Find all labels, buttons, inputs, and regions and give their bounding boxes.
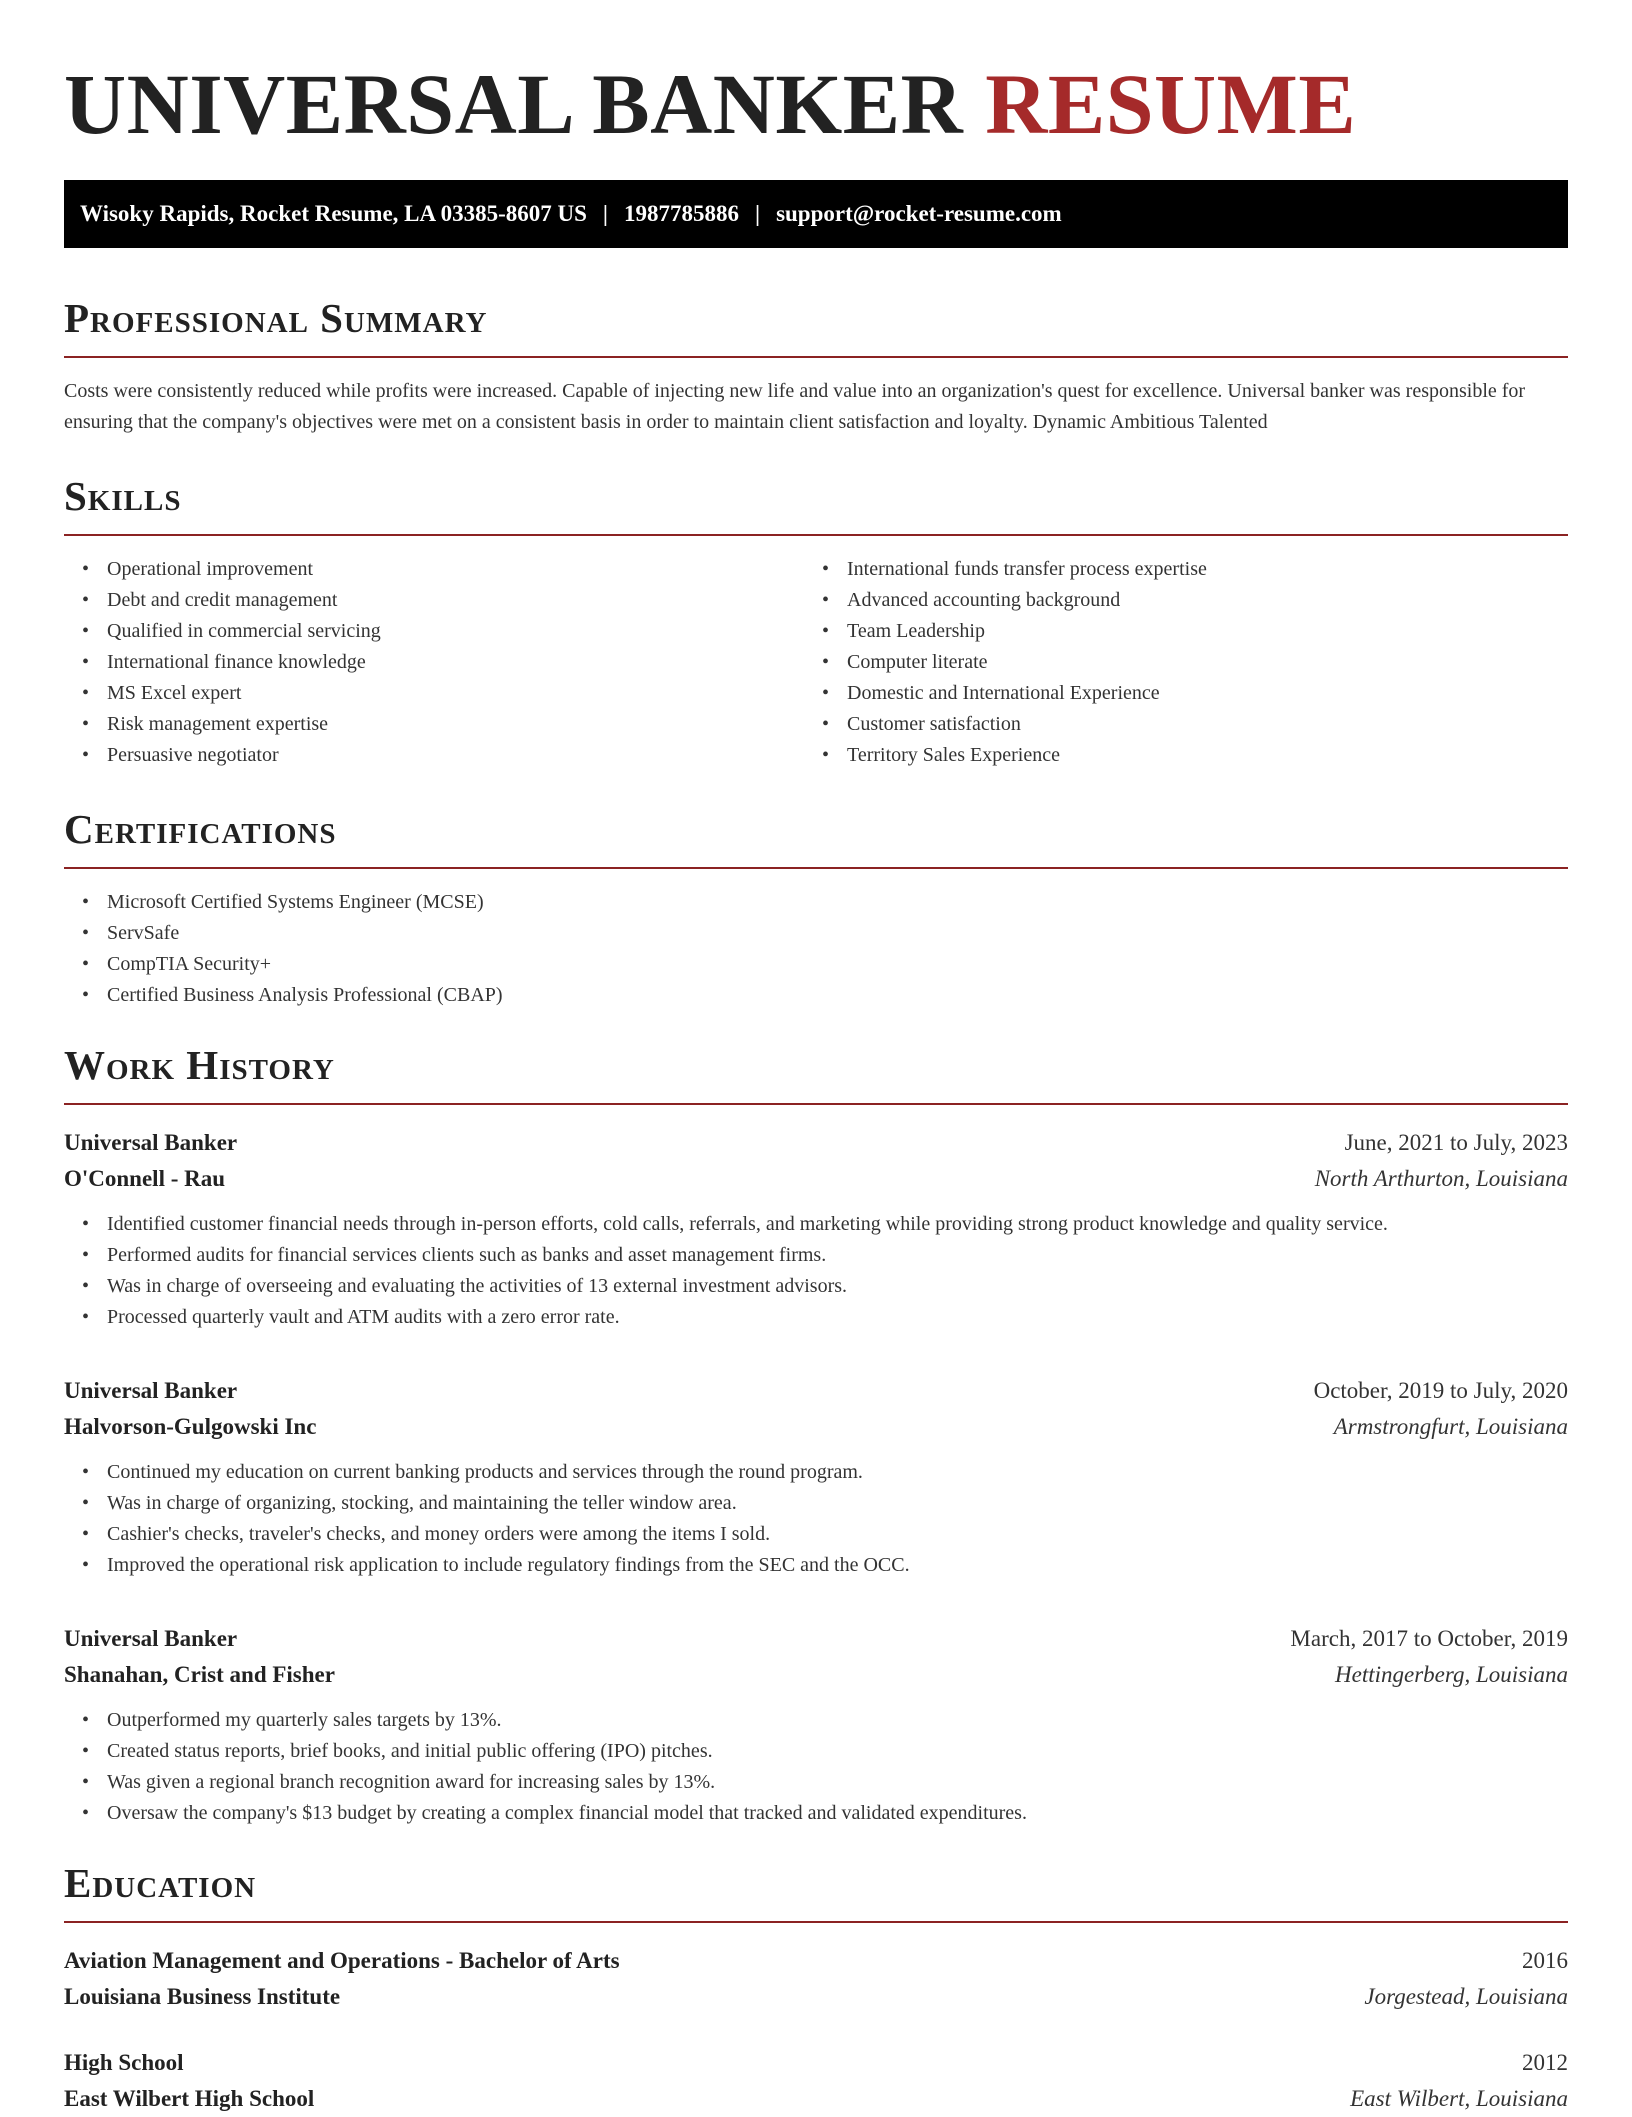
contact-phone[interactable]: 1987785886 (623, 201, 739, 226)
job-bullet: • Was in charge of overseeing and evaluating the activities of 13 external investment advisors. (64, 1271, 1568, 1302)
job-role: Universal Banker (64, 1130, 238, 1155)
job-header-row (64, 1621, 1568, 1657)
certification-item: • Microsoft Certified Systems Engineer (MCSE) (64, 887, 1568, 918)
skill-item: • Territory Sales Experience (804, 740, 1544, 771)
job-dates: October, 2019 to July, 2020 (1313, 1378, 1568, 1403)
skill-item: • Computer literate (804, 647, 1544, 678)
skill-item: • Qualified in commercial servicing (64, 616, 804, 647)
job-bullet: • Oversaw the company's $13 budget by creating a complex financial model that tracked and validated expenditures. (64, 1798, 1568, 1829)
education-degree: High School (64, 2050, 184, 2075)
job-bullets (64, 1705, 1568, 1829)
job-entry (64, 1621, 1568, 1829)
section-title-summary: Professional Summary (64, 295, 488, 341)
certification-item: • CompTIA Security+ (64, 949, 1568, 980)
contact-address: Wisoky Rapids, Rocket Resume, LA 03385-8607 US (80, 201, 587, 226)
job-location: North Arthurton, Louisiana (1314, 1166, 1568, 1191)
contact-email[interactable]: support@rocket-resume.com (776, 201, 1062, 226)
job-dates: June, 2021 to July, 2023 (1344, 1130, 1568, 1155)
certifications-section (64, 805, 1568, 1011)
education-location: Jorgestead, Louisiana (1364, 1984, 1568, 2009)
summary-section (64, 294, 1568, 438)
section-title-education: Education (64, 1860, 257, 1906)
job-role: Universal Banker (64, 1378, 238, 1403)
job-bullet: • Cashier's checks, traveler's checks, and money orders were among the items I sold. (64, 1519, 1568, 1550)
contact-separator: | (754, 201, 761, 226)
skills-grid (64, 554, 1568, 771)
job-role: Universal Banker (64, 1626, 238, 1651)
job-bullet: • Was given a regional branch recognition award for increasing sales by 13%. (64, 1767, 1568, 1798)
section-divider (64, 534, 1568, 536)
job-company-row (64, 1161, 1568, 1197)
job-bullets (64, 1457, 1568, 1581)
contact-separator: | (602, 201, 608, 226)
job-bullet: • Improved the operational risk application to include regulatory findings from the SEC and the OCC. (64, 1550, 1568, 1581)
certifications-list (64, 887, 1568, 1011)
job-entry (64, 1373, 1568, 1581)
education-degree-row (64, 2045, 1568, 2081)
skill-item: • International funds transfer process expertise (804, 554, 1544, 585)
section-title-certifications: Certifications (64, 806, 337, 852)
summary-text: Costs were consistently reduced while profits were increased. Capable of injecting new life and value into an organization's quest for excellence. Universal banker was responsible for ensuring that the company's objectives were met on a consistent basis in order to maintain client satisfaction and loyalty. Dynamic Ambitious Talented (64, 380, 1526, 433)
job-dates: March, 2017 to October, 2019 (1290, 1626, 1568, 1651)
education-degree-row (64, 1943, 1568, 1979)
education-year: 2012 (1522, 2050, 1568, 2075)
skill-item: • MS Excel expert (64, 678, 804, 709)
section-title-skills: Skills (64, 473, 182, 519)
education-entry (64, 1943, 1568, 2015)
job-location: Hettingerberg, Louisiana (1335, 1662, 1568, 1687)
skill-item: • Advanced accounting background (804, 585, 1544, 616)
job-bullet: • Identified customer financial needs through in-person efforts, cold calls, referrals, and marketing while providing strong product knowledge and quality service. (64, 1209, 1568, 1240)
certification-item: • Certified Business Analysis Professional (CBAP) (64, 980, 1568, 1011)
section-divider (64, 867, 1568, 869)
job-bullet: • Outperformed my quarterly sales targets by 13%. (64, 1705, 1568, 1736)
education-year: 2016 (1522, 1948, 1568, 1973)
resume-title (64, 0, 1568, 150)
job-header-row (64, 1125, 1568, 1161)
skills-list-left (64, 554, 804, 771)
education-degree: Aviation Management and Operations - Bachelor of Arts (64, 1948, 620, 1973)
education-school: Louisiana Business Institute (64, 1984, 341, 2009)
job-bullet: • Continued my education on current banking products and services through the round program. (64, 1457, 1568, 1488)
job-bullet: • Created status reports, brief books, and initial public offering (IPO) pitches. (64, 1736, 1568, 1767)
job-company: Shanahan, Crist and Fisher (64, 1662, 335, 1687)
job-bullet: • Was in charge of organizing, stocking, and maintaining the teller window area. (64, 1488, 1568, 1519)
section-divider (64, 356, 1568, 358)
skill-item: • Risk management expertise (64, 709, 804, 740)
title-accent: RESUME (985, 56, 1357, 152)
education-entry (64, 2045, 1568, 2117)
certification-item: • ServSafe (64, 918, 1568, 949)
title-main: UNIVERSAL BANKER (64, 56, 964, 152)
skill-item: • International finance knowledge (64, 647, 804, 678)
job-company-row (64, 1657, 1568, 1693)
job-bullets (64, 1209, 1568, 1333)
section-divider (64, 1103, 1568, 1105)
education-section (64, 1859, 1568, 2117)
job-location: Armstrongfurt, Louisiana (1333, 1414, 1568, 1439)
job-bullet: • Performed audits for financial services clients such as banks and asset management firms. (64, 1240, 1568, 1271)
job-company: Halvorson-Gulgowski Inc (64, 1414, 317, 1439)
skill-item: • Customer satisfaction (804, 709, 1544, 740)
skills-list-right (804, 554, 1544, 771)
section-title-work-history: Work History (64, 1042, 335, 1088)
section-divider (64, 1921, 1568, 1923)
job-bullet: • Processed quarterly vault and ATM audits with a zero error rate. (64, 1302, 1568, 1333)
job-company: O'Connell - Rau (64, 1166, 226, 1191)
skill-item: • Debt and credit management (64, 585, 804, 616)
education-school: East Wilbert High School (64, 2086, 315, 2111)
job-company-row (64, 1409, 1568, 1445)
skill-item: • Persuasive negotiator (64, 740, 804, 771)
work-history-section (64, 1041, 1568, 1829)
job-entry (64, 1125, 1568, 1333)
skill-item: • Domestic and International Experience (804, 678, 1544, 709)
contact-bar (64, 180, 1568, 248)
skill-item: • Operational improvement (64, 554, 804, 585)
skills-section (64, 472, 1568, 771)
education-location: East Wilbert, Louisiana (1350, 2086, 1568, 2111)
skill-item: • Team Leadership (804, 616, 1544, 647)
job-header-row (64, 1373, 1568, 1409)
education-school-row (64, 1979, 1568, 2015)
